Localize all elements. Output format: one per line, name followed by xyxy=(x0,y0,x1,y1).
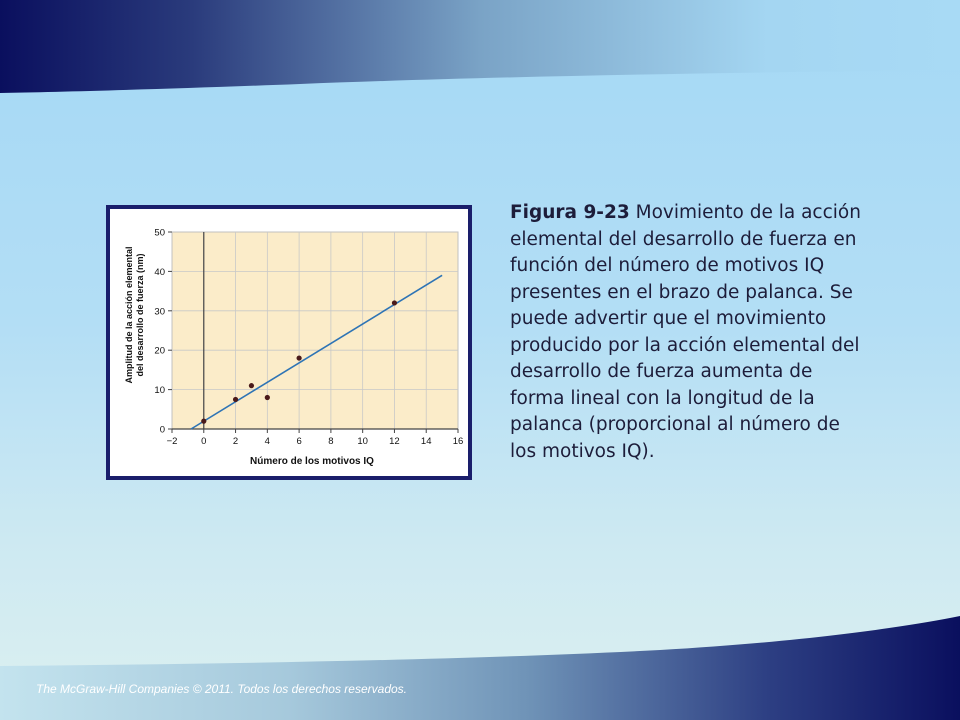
x-tick-label: 4 xyxy=(264,436,270,447)
x-tick-label: 6 xyxy=(296,436,302,447)
y-tick-label: 20 xyxy=(154,345,165,357)
data-point xyxy=(249,383,254,388)
y-tick-label: 10 xyxy=(154,385,165,397)
y-axis-label-line-2: del desarrollo de fuerza (nm) xyxy=(135,253,145,377)
x-tick-label: 14 xyxy=(420,436,432,447)
figure-description: Movimiento de la acción elemental del desarrollo de fuerza en función del número de motivos IQ presentes en el brazo de palanca. Se puede advertir que el movimiento producido por la acción elemental del desarrollo de fuerza aumenta de forma lineal con la longitud de la palanca (proporcional al número de los motivos IQ). xyxy=(510,202,861,462)
y-axis-label-line-1: Amplitud de la acción elemental xyxy=(124,246,134,384)
y-tick-label: 0 xyxy=(159,424,165,436)
data-point xyxy=(233,397,238,402)
plot-area xyxy=(172,232,458,429)
x-tick-label: 10 xyxy=(357,436,368,447)
bottom-banner xyxy=(0,610,960,720)
copyright-footer: The McGraw-Hill Companies © 2011. Todos los derechos reservados. xyxy=(36,682,408,696)
y-tick-label: 40 xyxy=(154,266,165,278)
top-banner xyxy=(0,0,960,100)
data-point xyxy=(392,300,397,305)
figure-number: Figura 9-23 xyxy=(510,202,630,223)
figure-caption xyxy=(510,200,870,465)
x-tick-label: 16 xyxy=(452,436,464,447)
x-tick-label: 2 xyxy=(232,436,239,447)
y-tick-label: 50 xyxy=(154,227,165,239)
x-tick-label: 8 xyxy=(328,436,334,447)
data-point xyxy=(265,395,270,400)
data-point xyxy=(201,419,206,424)
x-tick-label: 12 xyxy=(389,436,400,447)
figure-frame xyxy=(106,205,472,480)
scatter-chart xyxy=(110,209,468,476)
data-point xyxy=(297,355,302,360)
x-tick-label: 0 xyxy=(201,436,207,447)
y-tick-label: 30 xyxy=(154,306,165,318)
x-tick-label: −2 xyxy=(166,436,178,447)
x-axis-label: Número de los motivos IQ xyxy=(250,456,374,467)
